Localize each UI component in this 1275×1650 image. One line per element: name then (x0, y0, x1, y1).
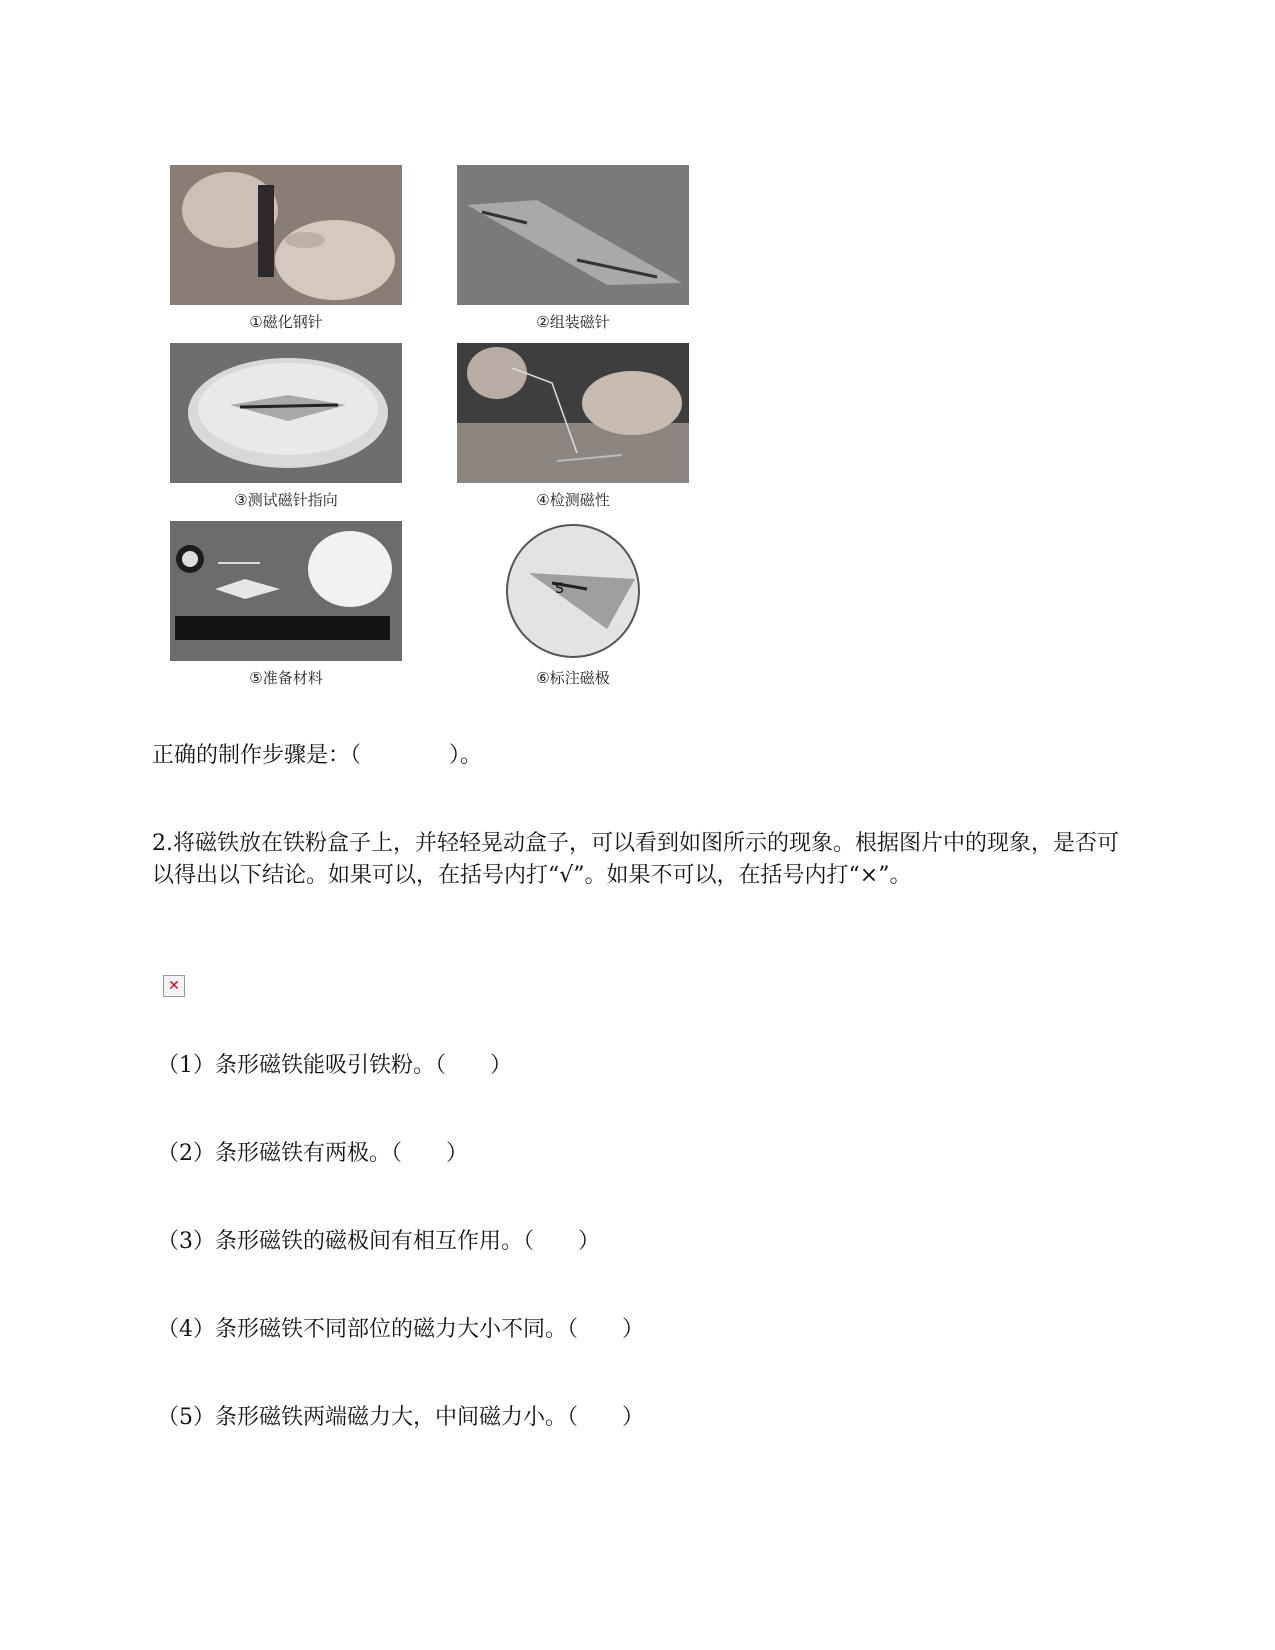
step-6-photo (457, 521, 689, 661)
step-6-panel (457, 521, 689, 688)
step-4-photo (457, 343, 689, 483)
step-2-photo (457, 165, 689, 305)
step-5-panel (170, 521, 402, 688)
magnet-steps-figure (170, 165, 690, 695)
step-4-caption: ④检测磁性 (536, 491, 610, 509)
step-6-caption: ⑥标注磁极 (536, 669, 610, 687)
step-3-panel (170, 343, 402, 510)
step-2-panel (457, 165, 689, 332)
step-2-caption: ②组装磁针 (536, 313, 610, 331)
q1-answer-line: 正确的制作步骤是：（ ）。 (152, 743, 483, 768)
step-5-caption: ⑤准备材料 (249, 669, 323, 687)
q2-item-1: （1）条形磁铁能吸引铁粉。（ ） (157, 1053, 512, 1078)
step-4-panel (457, 343, 689, 510)
svg-text:S: S (555, 581, 564, 597)
step-5-photo (170, 521, 402, 661)
q2-item-4: （4）条形磁铁不同部位的磁力大小不同。（ ） (157, 1317, 644, 1342)
step-1-caption: ①磁化钢针 (249, 313, 323, 331)
q2-item-5: （5）条形磁铁两端磁力大，中间磁力小。（ ） (157, 1405, 644, 1430)
q2-prompt: 2.将磁铁放在铁粉盒子上，并轻轻晃动盒子，可以看到如图所示的现象。根据图片中的现象，是否可以得出以下结论。如果可以，在括号内打“√”。如果不可以，在括号内打“×”。 (152, 831, 1119, 888)
q2-item-2: （2）条形磁铁有两极。（ ） (157, 1141, 468, 1166)
broken-image-icon: ✕ (163, 975, 185, 997)
q2-item-3: （3）条形磁铁的磁极间有相互作用。（ ） (157, 1229, 600, 1254)
step-1-panel (170, 165, 402, 332)
step-1-photo (170, 165, 402, 305)
step-3-photo (170, 343, 402, 483)
step-3-caption: ③测试磁针指向 (234, 491, 338, 509)
